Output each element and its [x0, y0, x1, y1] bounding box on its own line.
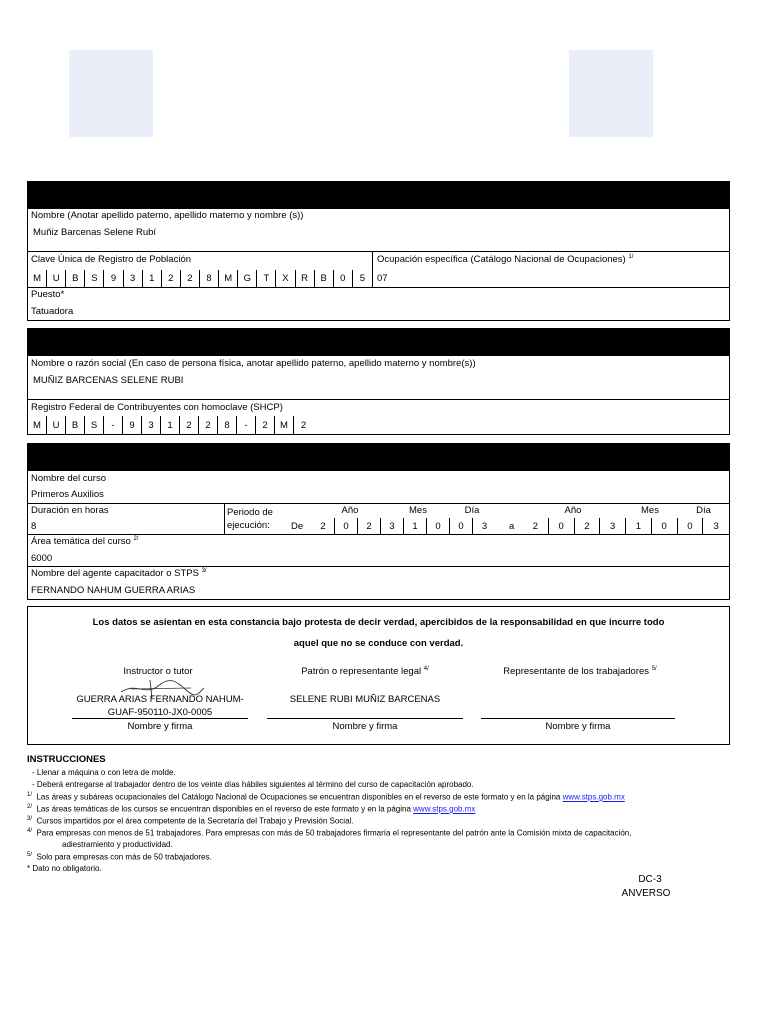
stps-link-1[interactable]: www.stps.gob.mx — [562, 792, 625, 802]
curp-char-cell-2[interactable]: U — [47, 270, 66, 287]
curp-char-cell-14[interactable]: X — [276, 270, 295, 287]
curp-char-cell-17[interactable]: 0 — [334, 270, 353, 287]
worker-name-label: Nombre (Anotar apellido paterno, apellido materno y nombre (s)) — [31, 210, 304, 221]
form-code: DC-3 — [638, 874, 662, 885]
from-date-digit-8[interactable]: 3 — [481, 520, 488, 532]
rfc-char-cell-11[interactable]: 8 — [218, 416, 237, 434]
curp-char-cell-9[interactable]: 2 — [181, 270, 200, 287]
employer-sign-line — [267, 718, 463, 719]
to-year-label: Año — [564, 505, 582, 516]
workers-sign-line — [481, 718, 675, 719]
course-section — [27, 470, 730, 600]
instructor-name-line1: GUERRA ARIAS FERNANDO NAHUM- — [76, 694, 244, 705]
rfc-char-cell-8[interactable]: 1 — [161, 416, 180, 434]
curp-char-cell-7[interactable]: 1 — [143, 270, 162, 287]
curp-char-cell-16[interactable]: B — [315, 270, 334, 287]
curp-cells[interactable] — [28, 270, 372, 287]
rfc-label: Registro Federal de Contribuyentes con homoclave (SHCP) — [31, 402, 283, 413]
rfc-cells[interactable] — [28, 416, 313, 434]
instruction-line-5: $^{3/}$ Cursos impartidos por el área competente de la Secretaría del Trabajo y Previsión Social. — [27, 816, 354, 826]
to-date-digit-5[interactable]: 1 — [626, 518, 652, 534]
instruction-line-7: adiestramiento y productividad. — [62, 840, 173, 849]
course-name-label: Nombre del curso — [31, 473, 106, 484]
to-date-cells[interactable] — [523, 518, 729, 534]
agent-value[interactable]: FERNANDO NAHUM GUERRA ARIAS — [31, 585, 196, 596]
rfc-char-cell-4[interactable]: S — [85, 416, 104, 434]
to-label: a — [509, 521, 515, 532]
occupation-value[interactable]: 07 — [377, 273, 388, 284]
to-date-digit-2[interactable]: 0 — [549, 518, 575, 534]
occupation-label: Ocupación específica (Catálogo Nacional de Ocupaciones) $^{1/}$ — [377, 254, 634, 266]
instruction-line-3: $^{1/}$ Las áreas y subáreas ocupacionales del Catálogo Nacional de Ocupaciones se encuentran disponibles en el reverso de este formato y en la página www.stps.gob.mx — [27, 792, 625, 802]
instruction-line-2: - Deberá entregarse al trabajador dentro de los veinte días hábiles siguientes al término del curso de capacitación aprobado. — [32, 780, 474, 789]
rfc-char-cell-15[interactable]: 2 — [300, 419, 307, 431]
left-logo-placeholder — [69, 50, 153, 137]
curp-char-cell-3[interactable]: B — [66, 270, 85, 287]
to-date-digit-7[interactable]: 0 — [678, 518, 704, 534]
course-name-value[interactable]: Primeros Auxilios — [31, 489, 104, 500]
worker-section-header — [27, 181, 730, 208]
instruction-line-9: * Dato no obligatorio. — [27, 864, 102, 873]
rfc-char-cell-10[interactable]: 2 — [199, 416, 218, 434]
instruction-line-1: - Llenar a máquina o con letra de molde. — [32, 768, 176, 777]
rfc-char-cell-7[interactable]: 3 — [142, 416, 161, 434]
instruction-line-4: $^{2/}$ Las áreas temáticas de los cursos se encuentran disponibles en el reverso de este formato y en la página www.stps.gob.mx — [27, 804, 476, 814]
instructions-title: INSTRUCCIONES — [27, 754, 106, 765]
curp-char-cell-12[interactable]: G — [238, 270, 257, 287]
curp-char-cell-18[interactable]: 5 — [359, 273, 366, 284]
from-date-digit-1[interactable]: 2 — [312, 518, 335, 534]
to-date-digit-1[interactable]: 2 — [523, 518, 549, 534]
instructor-sign-caption: Nombre y firma — [127, 721, 193, 732]
curp-char-cell-5[interactable]: 9 — [104, 270, 123, 287]
employer-label: Patrón o representante legal $^{4/}$ — [301, 666, 429, 678]
company-name-label: Nombre o razón social (En caso de persona física, anotar apellido paterno, apellido materno y nombre(s)) — [31, 358, 476, 369]
instructor-sign-line — [72, 718, 248, 719]
from-date-digit-3[interactable]: 2 — [358, 518, 381, 534]
course-section-header — [27, 443, 730, 470]
area-label: Área temática del curso $^{2/}$ — [31, 536, 139, 548]
from-date-digit-4[interactable]: 3 — [381, 518, 404, 534]
company-section-header — [27, 328, 730, 355]
to-date-digit-3[interactable]: 2 — [575, 518, 601, 534]
curp-char-cell-4[interactable]: S — [85, 270, 104, 287]
rfc-char-cell-12[interactable]: - — [237, 416, 256, 434]
rfc-char-cell-14[interactable]: M — [275, 416, 294, 434]
declaration-line2: aquel que no se conduce con verdad. — [293, 638, 464, 649]
curp-char-cell-11[interactable]: M — [219, 270, 238, 287]
instructor-name-line2: GUAF-950110-JX0-0005 — [107, 707, 213, 718]
area-value[interactable]: 6000 — [31, 553, 53, 564]
from-date-digit-7[interactable]: 0 — [450, 518, 473, 534]
workers-rep-label: Representante de los trabajadores $^{5/}$ — [503, 666, 657, 678]
to-date-digit-6[interactable]: 0 — [652, 518, 678, 534]
rfc-char-cell-2[interactable]: U — [47, 416, 66, 434]
from-label: De — [291, 521, 304, 532]
instructor-label: Instructor o tutor — [123, 666, 193, 677]
worker-name-value[interactable]: Muñiz Barcenas Selene Rubí — [33, 227, 157, 238]
rfc-char-cell-6[interactable]: 9 — [123, 416, 142, 434]
curp-char-cell-6[interactable]: 3 — [124, 270, 143, 287]
curp-char-cell-8[interactable]: 2 — [162, 270, 181, 287]
position-value[interactable]: Tatuadora — [31, 306, 74, 317]
to-date-digit-4[interactable]: 3 — [600, 518, 626, 534]
declaration-line1: Los datos se asientan en esta constancia bajo protesta de decir verdad, apercibidos de la responsabilidad en que incurre todo — [92, 617, 665, 628]
from-date-digit-5[interactable]: 1 — [404, 518, 427, 534]
instruction-line-6: $^{4/}$ Para empresas con menos de 51 trabajadores. Para empresas con más de 50 trabajadores firmaría el representante del patrón ante la Comisión mixta de capacitación, — [27, 828, 632, 838]
curp-char-cell-1[interactable]: M — [28, 270, 47, 287]
right-logo-placeholder — [569, 50, 653, 137]
rfc-char-cell-13[interactable]: 2 — [256, 416, 275, 434]
curp-label: Clave Única de Registro de Población — [31, 254, 192, 265]
from-date-cells[interactable] — [312, 518, 496, 534]
from-date-digit-2[interactable]: 0 — [335, 518, 358, 534]
curp-char-cell-13[interactable]: T — [257, 270, 276, 287]
agent-label: Nombre del agente capacitador o STPS $^{3/}$ — [31, 568, 207, 580]
rfc-char-cell-9[interactable]: 2 — [180, 416, 199, 434]
stps-link-2[interactable]: www.stps.gob.mx — [413, 804, 476, 814]
workers-sign-caption: Nombre y firma — [545, 721, 611, 732]
duration-value[interactable]: 8 — [31, 521, 37, 532]
to-day-label: Día — [696, 505, 711, 516]
to-date-digit-8[interactable]: 3 — [713, 520, 719, 532]
instruction-line-8: $^{5/}$ Solo para empresas con más de 50 trabajadores. — [27, 852, 212, 862]
rfc-char-cell-3[interactable]: B — [66, 416, 85, 434]
from-date-digit-6[interactable]: 0 — [427, 518, 450, 534]
position-label: Puesto* — [31, 289, 65, 300]
duration-label: Duración en horas — [31, 505, 109, 516]
employer-sign-caption: Nombre y firma — [332, 721, 398, 732]
rfc-char-cell-5[interactable]: - — [104, 416, 123, 434]
curp-char-cell-10[interactable]: 8 — [200, 270, 219, 287]
from-day-label: Día — [464, 505, 480, 516]
from-year-label: Año — [341, 505, 359, 516]
from-month-label: Mes — [409, 505, 427, 516]
to-month-label: Mes — [641, 505, 659, 516]
employer-name: SELENE RUBI MUÑIZ BARCENAS — [289, 694, 441, 705]
period-label-line1: Periodo de — [227, 507, 273, 518]
curp-char-cell-15[interactable]: R — [296, 270, 315, 287]
rfc-char-cell-1[interactable]: M — [28, 416, 47, 434]
period-label-line2: ejecución: — [227, 520, 270, 531]
company-name-value[interactable]: MUÑIZ BARCENAS SELENE RUBI — [33, 375, 184, 386]
form-side: ANVERSO — [621, 888, 671, 899]
